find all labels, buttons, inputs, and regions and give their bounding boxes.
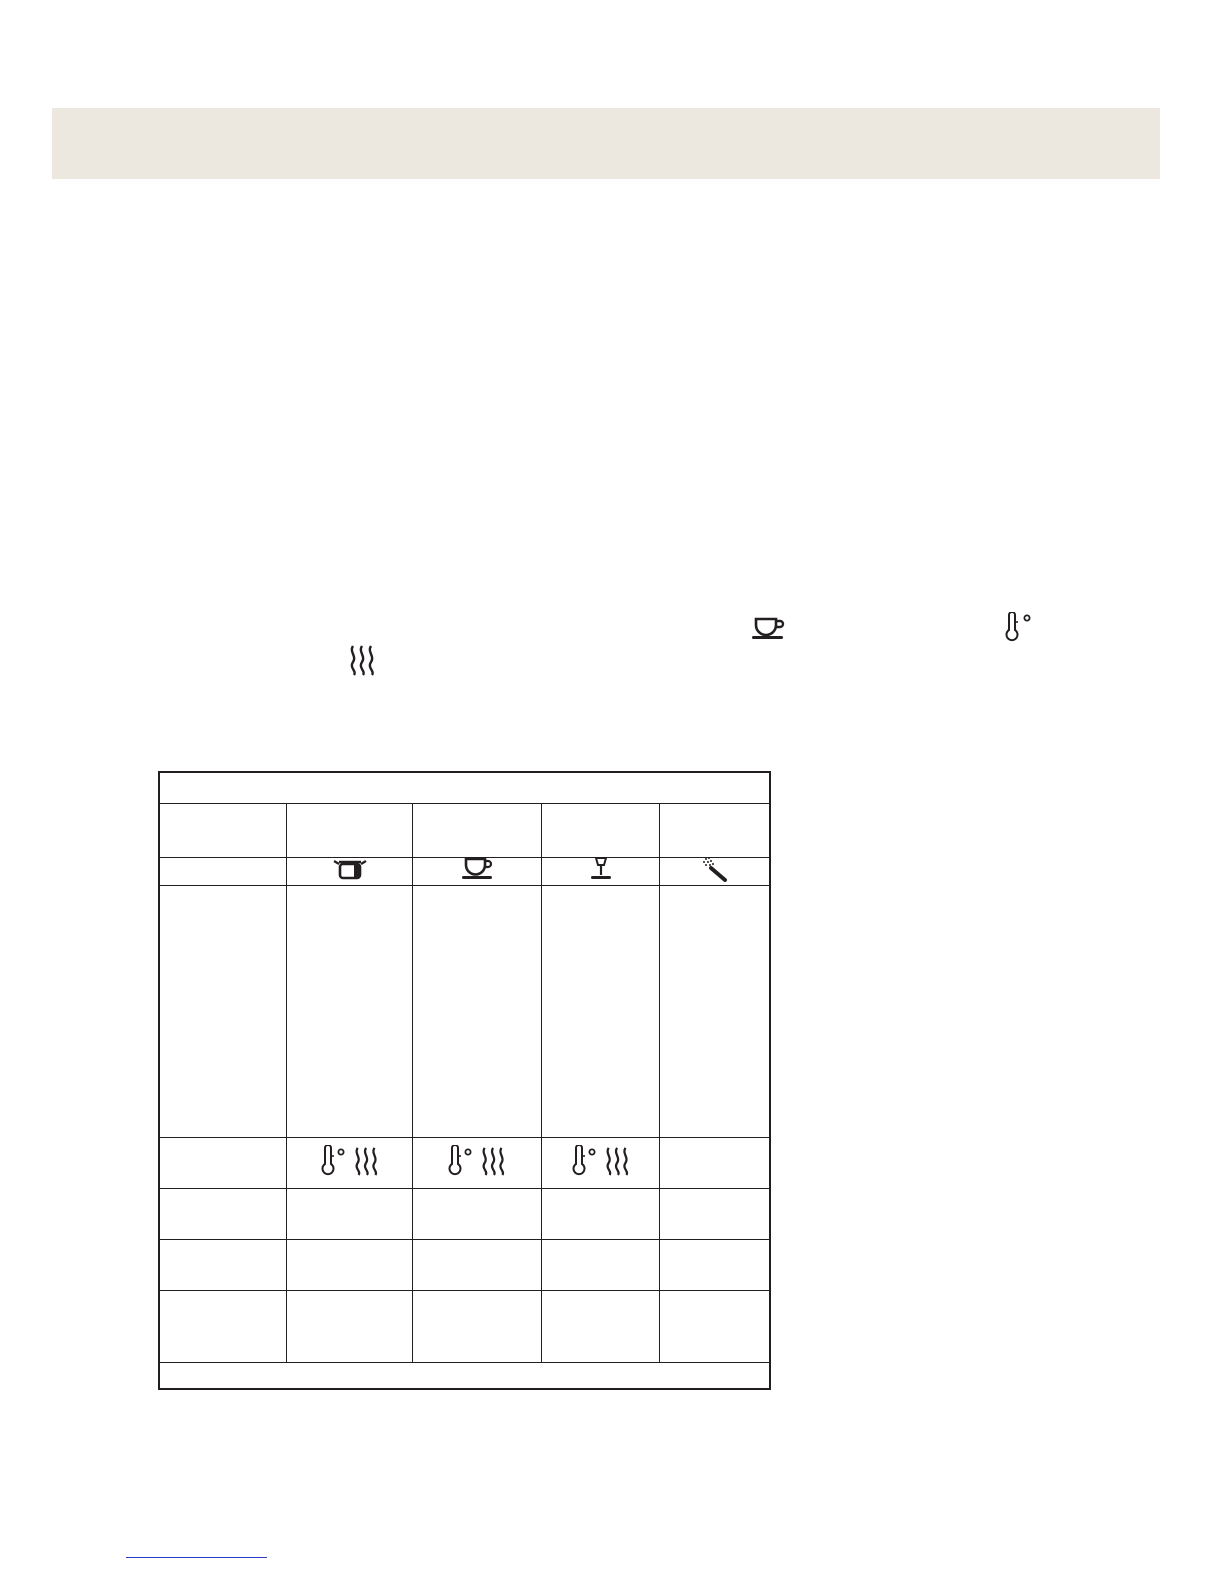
table-cell [413,1189,542,1239]
section-header-band [52,108,1160,179]
table-cell [413,1291,542,1362]
table-cell [287,1138,413,1188]
thermometer-icon [1003,612,1033,642]
footnote-row [160,1363,769,1388]
table-cell [160,858,287,885]
steam-drying-icon [480,1145,508,1182]
table-cell [287,804,413,857]
rinse-spray-icon [701,856,729,887]
table-cell [160,1291,287,1362]
table-cell [660,804,769,857]
table-cell [287,886,413,1137]
table-cell [160,1189,287,1239]
program-table [158,771,771,1390]
table-cell [287,1189,413,1239]
table-cell [542,1240,660,1290]
pot-icon [332,858,368,885]
table-cell [160,1240,287,1290]
thermometer-icon [446,1145,474,1182]
data-row-3 [160,1291,769,1363]
table-cell [413,858,542,885]
data-row-2 [160,1240,769,1291]
table-cell [542,804,660,857]
table-cell [542,1138,660,1188]
table-cell [413,1240,542,1290]
table-cell [542,858,660,885]
title-row [160,773,769,804]
table-cell [160,886,287,1137]
table-cell [160,804,287,857]
program-icon-row [160,858,769,886]
table-cell [660,1138,769,1188]
table-cell [542,886,660,1137]
table-cell [160,1138,287,1188]
table-cell [660,858,769,885]
table-cell [287,858,413,885]
footer-link[interactable] [126,1557,267,1558]
table-cell [660,1240,769,1290]
steam-drying-icon [353,1145,381,1182]
steam-drying-icon [348,644,378,676]
table-cell [542,1189,660,1239]
table-cell [660,1291,769,1362]
cup-saucer-icon [751,617,785,641]
temperature-drying-row [160,1138,769,1189]
data-row-1 [160,1189,769,1240]
table-cell [413,1138,542,1188]
description-row [160,886,769,1138]
table-cell [660,1189,769,1239]
table-cell [413,804,542,857]
cup-saucer-icon [461,857,493,886]
table-cell [542,1291,660,1362]
table-cell [413,886,542,1137]
table-cell [287,1240,413,1290]
table-cell [287,1291,413,1362]
thermometer-icon [570,1145,598,1182]
program-name-row [160,804,769,858]
thermometer-icon [319,1145,347,1182]
wine-glass-icon [588,857,614,886]
steam-drying-icon [604,1145,632,1182]
table-cell [660,886,769,1137]
